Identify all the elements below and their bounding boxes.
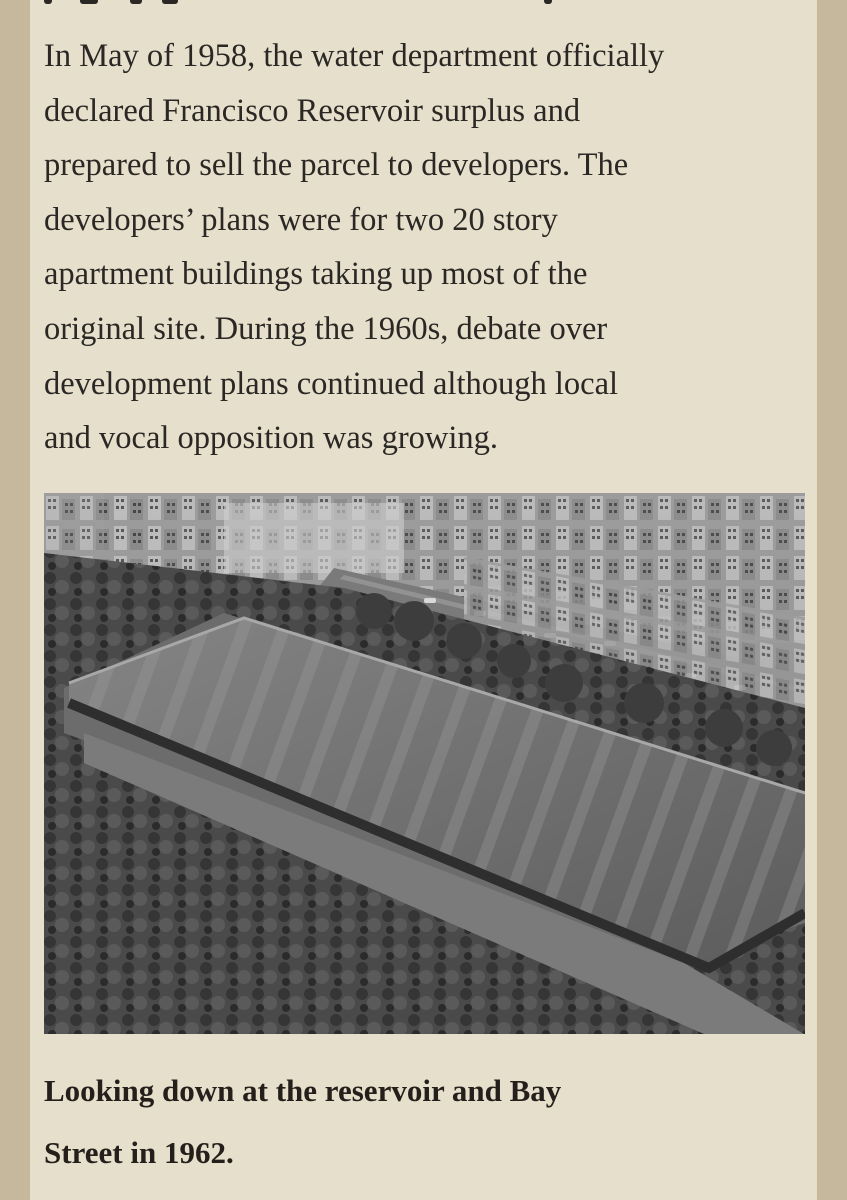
- photo-caption: Looking down at the reservoir and Bay Street in 1962.: [44, 1073, 562, 1170]
- article-paragraph: In May of 1958, the water department officially declared Francisco Reservoir surplus and prepared to sell the parcel to developers. The developers’ plans were for two 20 story apartment buildings taking up most of the original site. During the 1960s, debate over development plans continued although local and vocal opposition was growing.: [44, 38, 665, 457]
- cropped-previous-text-line: [44, 0, 564, 7]
- reservoir-aerial-photo: [44, 493, 805, 1034]
